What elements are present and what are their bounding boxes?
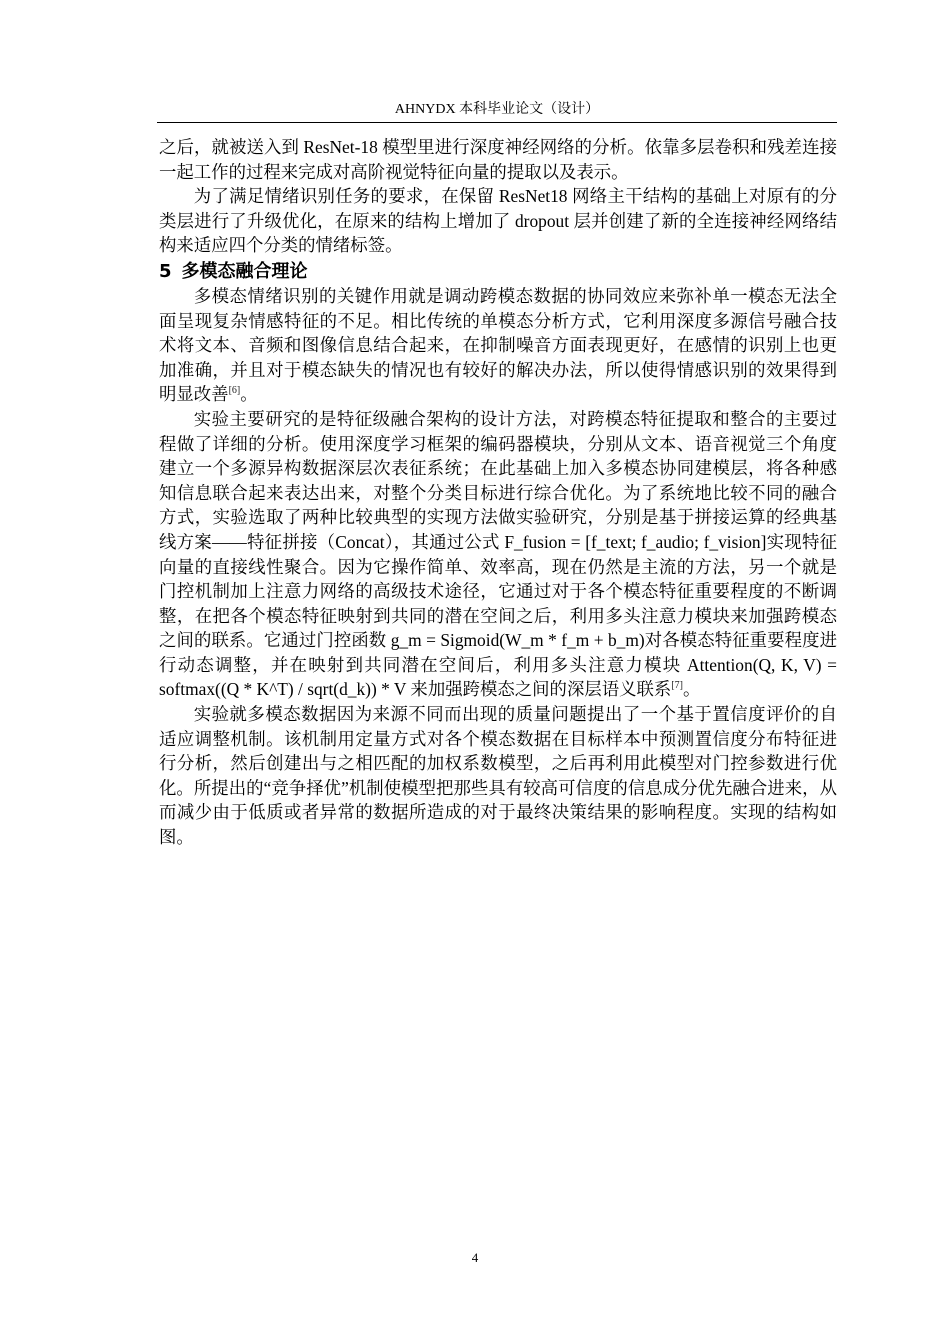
section-title: 多模态融合理论: [181, 260, 308, 282]
section-number: 5: [159, 260, 172, 282]
paragraph-3-text: 多模态情绪识别的关键作用就是调动跨模态数据的协同效应来弥补单一模态无法全面呈现复杂情感特征的不足。相比传统的单模态分析方式，它利用深度多源信号融合技术将文本、音频和图像信息结合起来，在抑制噪音方面表现更好，在感情的识别上也更加准确，并且对于模态缺失的情况也有较好的解决办法，所以使得情感识别的效果得到明显改善: [159, 285, 837, 405]
running-header: AHNYDX 本科毕业论文（设计）: [394, 102, 600, 117]
paragraph-4-text: 实验主要研究的是特征级融合架构的设计方法，对跨模态特征提取和整合的主要过程做了详细的分析。使用深度学习框架的编码器模块，分别从文本、语音视觉三个角度建立一个多源异构数据深层次表征系统；在此基础上加入多模态协同建模层，将各种感知信息联合起来表达出来，对整个分类目标进行综合优化。为了系统地比较不同的融合方式，实验选取了两种比较典型的实现方法做实验研究，分别是基于拼接运算的经典基线方案——特征拼接（Concat），其通过公式 F_fusion = [f_text; f_audio; f_vision]实现特征向量的直接线性聚合。因为它操作简单、效率高，现在仍然是主流的方法，另一个就是门控机制加上注意力网络的高级技术途径，它通过对于各个模态特征重要程度的不断调整，在把各个模态特征映射到共同的潜在空间之后，利用多头注意力模块来加强跨模态之间的联系。它通过门控函数 g_m = Sigmoid(W_m * f_m + b_m)对各模态特征重要程度进行动态调整，并在映射到共同潜在空间后，利用多头注意力模块 Attention(Q, K, V) = softmax((Q * K^T) / sqrt(d_k)) * V 来加强跨模态之间的深层语义联系: [159, 408, 837, 700]
page-number: 4: [471, 1250, 479, 1265]
citation-7: [7]: [671, 680, 683, 692]
section-heading: [159, 260, 837, 284]
paragraph-3: [159, 284, 837, 407]
paragraph-2: 为了满足情绪识别任务的要求，在保留 ResNet18 网络主干结构的基础上对原有的分类层进行了升级优化，在原来的结构上增加了 dropout 层并创建了新的全连接神经网络结构来适应四个分类的情绪标签。: [159, 186, 837, 256]
paragraph-4-end: 。: [682, 679, 701, 700]
paragraph-5: 实验就多模态数据因为来源不同而出现的质量问题提出了一个基于置信度评价的自适应调整机制。该机制用定量方式对各个模态数据在目标样本中预测置信度分布特征进行分析，然后创建出与之相匹配的加权系数模型，之后再利用此模型对门控参数进行优化。所提出的“竞争择优”机制使模型把那些具有较高可信度的信息成分优先融合进来，从而减少由于低质或者异常的数据所造成的对于最终决策结果的影响程度。实现的结构如图。: [159, 704, 837, 848]
body-text: [159, 135, 837, 850]
paragraph-1: 之后，就被送入到 ResNet-18 模型里进行深度神经网络的分析。依靠多层卷积和残差连接一起工作的过程来完成对高阶视觉特征向量的提取以及表示。: [159, 137, 837, 182]
citation-6: [6]: [228, 385, 241, 397]
paragraph-4: [159, 407, 837, 702]
paragraph-3-end: 。: [240, 384, 258, 405]
header-rule: [157, 122, 837, 123]
